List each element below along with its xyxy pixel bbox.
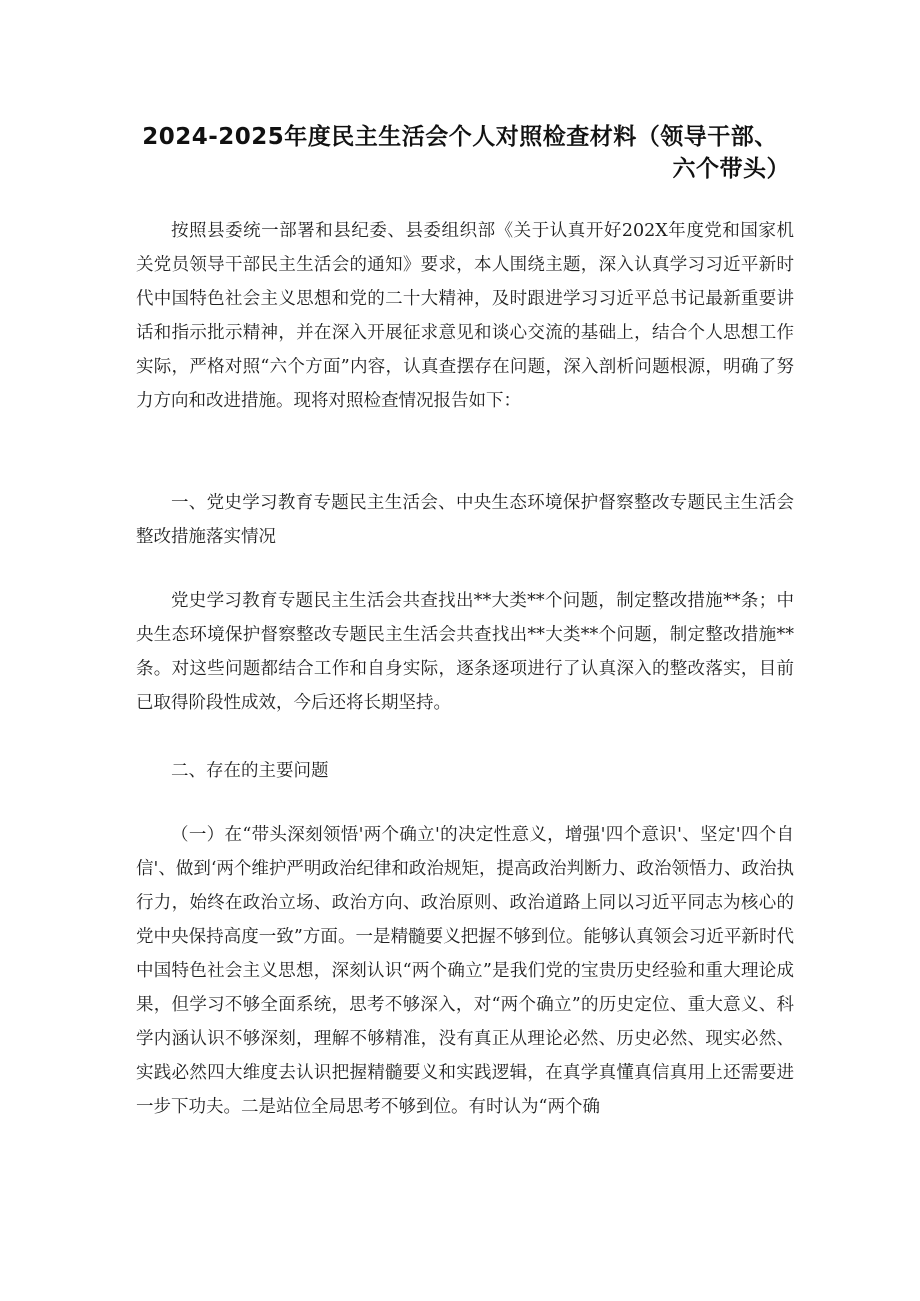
section2-item1-paragraph: （一）在“带头深刻领悟'两个确立'的决定性意义，增强'四个意识'、坚定'四个自信'、做到‘两个维护严明政治纪律和政治规矩，提高政治判断力、政治领悟力、政治执行力，始终在政治立场、政治方向、政治原则、政治道路上同以习近平同志为核心的党中央保持高度一致”方面。一是精髓要义把握不够到位。能够认真领会习近平新时代中国特色社会主义思想，深刻认识“两个确立”是我们党的宝贵历史经验和重大理论成果，但学习不够全面系统，思考不够深入，对“两个确立”的历史定位、重大意义、科学内涵认识不够深刻，理解不够精准，没有真正从理论必然、历史必然、现实必然、实践必然四大维度去认识把握精髓要义和实践逻辑，在真学真懂真信真用上还需要进一步下功夫。二是站位全局思考不够到位。有时认为“两个确 [136, 825, 794, 1117]
section1-heading: 一、党史学习教育专题民主生活会、中央生态环境保护督察整改专题民主生活会整改措施落实情况 [136, 493, 794, 547]
document-title-line2: 六个带头） [672, 156, 790, 182]
section1-paragraph: 党史学习教育专题民主生活会共查找出**大类**个问题，制定整改措施**条；中央生态环境保护督察整改专题民主生活会共查找出**大类**个问题，制定整改措施**条。对这些问题都结合工作和自身实际，逐条逐项进行了认真深入的整改落实，目前已取得阶段性成效，今后还将长期坚持。 [136, 591, 794, 713]
document-title-line1: 2024-2025年度民主生活会个人对照检查材料（领导干部、 [142, 124, 778, 150]
section2-heading: 二、存在的主要问题 [171, 761, 329, 781]
intro-paragraph: 按照县委统一部署和县纪委、县委组织部《关于认真开好202X年度党和国家机关党员领导干部民主生活会的通知》要求，本人围绕主题，深入认真学习习近平新时代中国特色社会主义思想和党的二十大精神，及时跟进学习习近平总书记最新重要讲话和指示批示精神，并在深入开展征求意见和谈心交流的基础上，结合个人思想工作实际，严格对照“六个方面”内容，认真查摆存在问题，深入剖析问题根源，明确了努力方向和改进措施。现将对照检查情况报告如下： [136, 221, 794, 411]
